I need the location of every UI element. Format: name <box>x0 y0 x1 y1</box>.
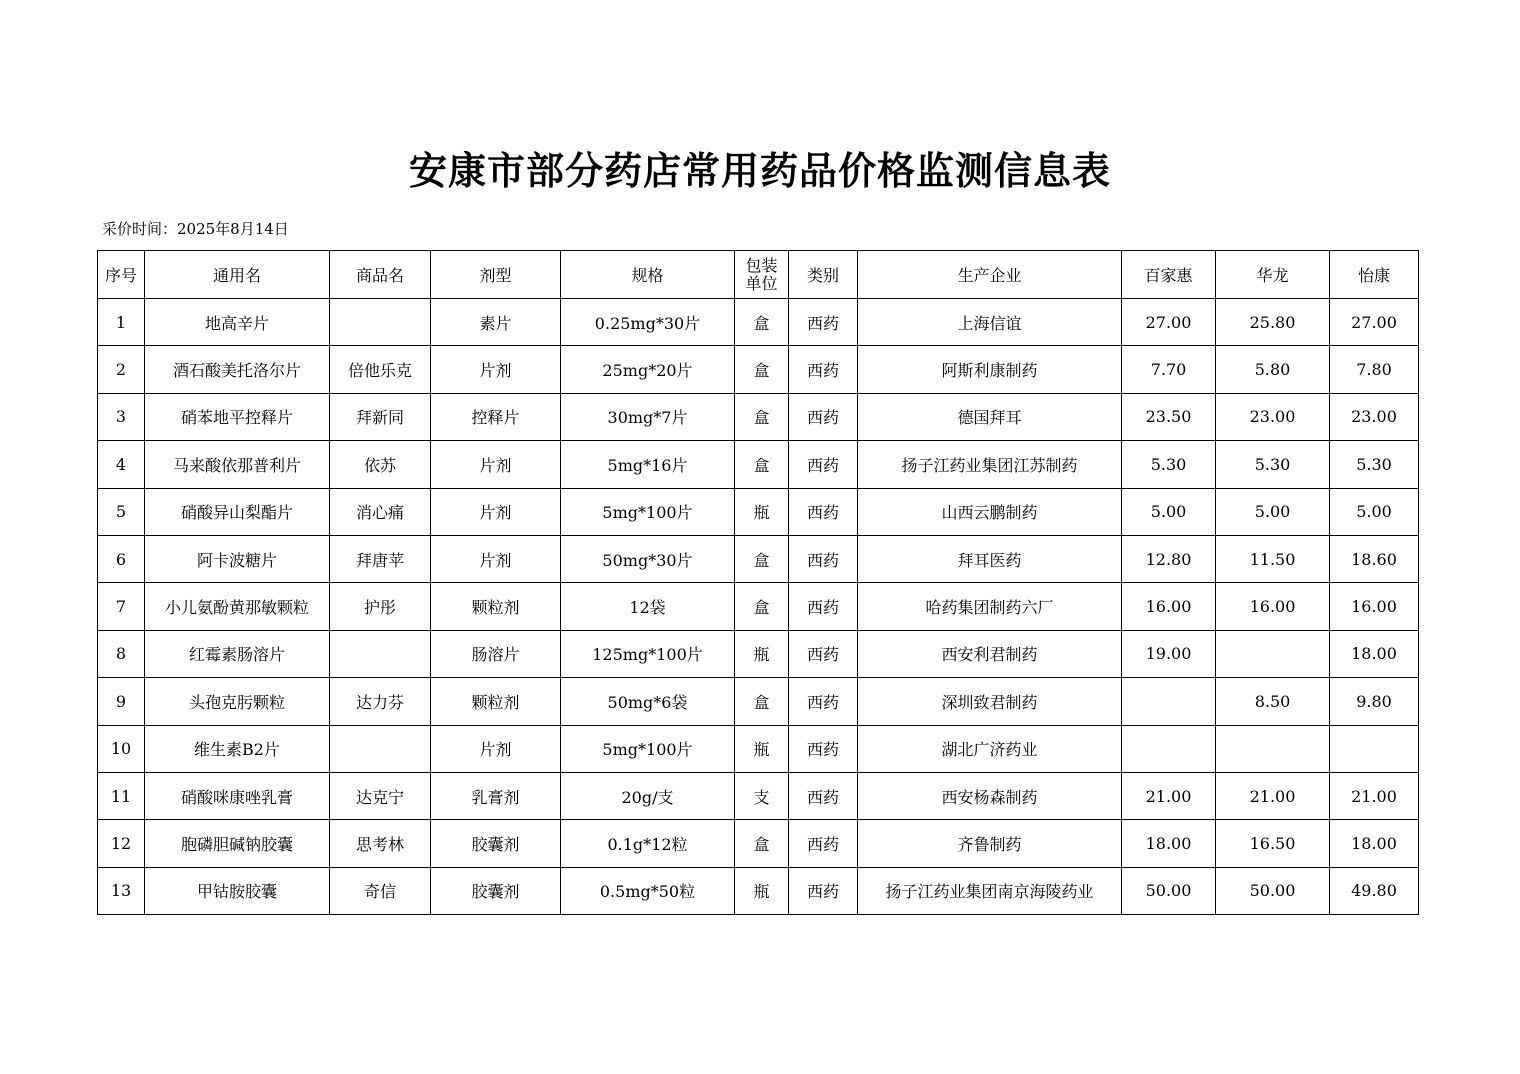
cell-price-yikang: 21.00 <box>1330 772 1419 819</box>
cell-category: 西药 <box>789 820 858 867</box>
cell-price-baijiahui <box>1122 678 1216 725</box>
cell-spec: 5mg*100片 <box>561 725 735 772</box>
header-manufacturer: 生产企业 <box>858 251 1122 299</box>
table-row <box>98 488 1419 535</box>
table-row <box>98 630 1419 677</box>
cell-price-hualong: 5.30 <box>1216 441 1330 488</box>
cell-manufacturer: 哈药集团制药六厂 <box>858 583 1122 630</box>
table-row <box>98 867 1419 914</box>
cell-price-yikang: 18.00 <box>1330 630 1419 677</box>
cell-manufacturer: 山西云鹏制药 <box>858 488 1122 535</box>
header-no: 序号 <box>98 251 145 299</box>
cell-no: 9 <box>98 678 145 725</box>
cell-pack-unit: 盒 <box>735 583 789 630</box>
cell-pack-unit: 盒 <box>735 393 789 440</box>
table-row <box>98 346 1419 393</box>
page-title: 安康市部分药店常用药品价格监测信息表 <box>408 148 1111 193</box>
cell-no: 4 <box>98 441 145 488</box>
table-row <box>98 535 1419 582</box>
cell-generic-name: 红霉素肠溶片 <box>145 630 330 677</box>
cell-manufacturer: 深圳致君制药 <box>858 678 1122 725</box>
cell-dosage-form: 素片 <box>431 299 561 346</box>
header-store-yikang: 怡康 <box>1330 251 1419 299</box>
cell-price-baijiahui: 19.00 <box>1122 630 1216 677</box>
cell-generic-name: 硝酸咪康唑乳膏 <box>145 772 330 819</box>
cell-generic-name: 阿卡波糖片 <box>145 535 330 582</box>
cell-price-hualong: 16.50 <box>1216 820 1330 867</box>
cell-price-yikang: 27.00 <box>1330 299 1419 346</box>
cell-spec: 30mg*7片 <box>561 393 735 440</box>
cell-category: 西药 <box>789 393 858 440</box>
cell-manufacturer: 阿斯利康制药 <box>858 346 1122 393</box>
cell-dosage-form: 片剂 <box>431 441 561 488</box>
cell-generic-name: 甲钴胺胶囊 <box>145 867 330 914</box>
cell-brand-name: 达力芬 <box>330 678 431 725</box>
cell-price-baijiahui: 7.70 <box>1122 346 1216 393</box>
cell-spec: 0.25mg*30片 <box>561 299 735 346</box>
cell-generic-name: 硝苯地平控释片 <box>145 393 330 440</box>
cell-price-baijiahui: 12.80 <box>1122 535 1216 582</box>
cell-category: 西药 <box>789 299 858 346</box>
cell-generic-name: 头孢克肟颗粒 <box>145 678 330 725</box>
cell-price-baijiahui: 5.00 <box>1122 488 1216 535</box>
cell-pack-unit: 盒 <box>735 820 789 867</box>
cell-price-hualong: 25.80 <box>1216 299 1330 346</box>
cell-dosage-form: 胶囊剂 <box>431 867 561 914</box>
cell-generic-name: 胞磷胆碱钠胶囊 <box>145 820 330 867</box>
cell-price-hualong: 5.00 <box>1216 488 1330 535</box>
cell-price-baijiahui <box>1122 725 1216 772</box>
cell-brand-name: 思考林 <box>330 820 431 867</box>
cell-dosage-form: 颗粒剂 <box>431 678 561 725</box>
cell-spec: 0.5mg*50粒 <box>561 867 735 914</box>
cell-price-baijiahui: 27.00 <box>1122 299 1216 346</box>
cell-manufacturer: 西安利君制药 <box>858 630 1122 677</box>
cell-price-hualong: 50.00 <box>1216 867 1330 914</box>
cell-pack-unit: 盒 <box>735 346 789 393</box>
cell-dosage-form: 颗粒剂 <box>431 583 561 630</box>
cell-category: 西药 <box>789 535 858 582</box>
cell-brand-name <box>330 725 431 772</box>
cell-no: 12 <box>98 820 145 867</box>
cell-price-yikang: 7.80 <box>1330 346 1419 393</box>
cell-price-hualong: 16.00 <box>1216 583 1330 630</box>
cell-price-yikang: 16.00 <box>1330 583 1419 630</box>
cell-category: 西药 <box>789 867 858 914</box>
cell-price-hualong: 23.00 <box>1216 393 1330 440</box>
cell-brand-name: 拜新同 <box>330 393 431 440</box>
cell-pack-unit: 瓶 <box>735 725 789 772</box>
cell-dosage-form: 胶囊剂 <box>431 820 561 867</box>
cell-spec: 5mg*16片 <box>561 441 735 488</box>
cell-brand-name <box>330 630 431 677</box>
cell-no: 7 <box>98 583 145 630</box>
cell-dosage-form: 乳膏剂 <box>431 772 561 819</box>
header-category: 类别 <box>789 251 858 299</box>
cell-spec: 20g/支 <box>561 772 735 819</box>
cell-pack-unit: 盒 <box>735 535 789 582</box>
cell-price-baijiahui: 23.50 <box>1122 393 1216 440</box>
cell-price-baijiahui: 16.00 <box>1122 583 1216 630</box>
cell-manufacturer: 德国拜耳 <box>858 393 1122 440</box>
cell-price-yikang: 9.80 <box>1330 678 1419 725</box>
cell-brand-name: 护彤 <box>330 583 431 630</box>
cell-no: 10 <box>98 725 145 772</box>
cell-pack-unit: 瓶 <box>735 488 789 535</box>
header-pack-line2: 单位 <box>745 273 778 293</box>
cell-manufacturer: 上海信谊 <box>858 299 1122 346</box>
cell-generic-name: 酒石酸美托洛尔片 <box>145 346 330 393</box>
cell-manufacturer: 扬子江药业集团江苏制药 <box>858 441 1122 488</box>
cell-pack-unit: 支 <box>735 772 789 819</box>
cell-manufacturer: 湖北广济药业 <box>858 725 1122 772</box>
table-row <box>98 299 1419 346</box>
cell-category: 西药 <box>789 346 858 393</box>
header-row <box>98 251 1419 299</box>
header-dosage-form: 剂型 <box>431 251 561 299</box>
cell-pack-unit: 瓶 <box>735 867 789 914</box>
cell-price-baijiahui: 18.00 <box>1122 820 1216 867</box>
cell-dosage-form: 控释片 <box>431 393 561 440</box>
cell-brand-name: 奇信 <box>330 867 431 914</box>
cell-spec: 125mg*100片 <box>561 630 735 677</box>
cell-brand-name: 倍他乐克 <box>330 346 431 393</box>
cell-spec: 50mg*30片 <box>561 535 735 582</box>
cell-dosage-form: 片剂 <box>431 535 561 582</box>
cell-generic-name: 维生素B2片 <box>145 725 330 772</box>
cell-generic-name: 小儿氨酚黄那敏颗粒 <box>145 583 330 630</box>
cell-brand-name: 拜唐苹 <box>330 535 431 582</box>
cell-spec: 25mg*20片 <box>561 346 735 393</box>
cell-spec: 0.1g*12粒 <box>561 820 735 867</box>
cell-price-yikang: 18.00 <box>1330 820 1419 867</box>
cell-category: 西药 <box>789 678 858 725</box>
cell-pack-unit: 盒 <box>735 678 789 725</box>
table-row <box>98 393 1419 440</box>
cell-dosage-form: 肠溶片 <box>431 630 561 677</box>
cell-price-yikang: 5.00 <box>1330 488 1419 535</box>
cell-category: 西药 <box>789 772 858 819</box>
cell-spec: 5mg*100片 <box>561 488 735 535</box>
header-brand-name: 商品名 <box>330 251 431 299</box>
header-pack-line1: 包装 <box>745 255 778 275</box>
cell-price-yikang <box>1330 725 1419 772</box>
cell-no: 3 <box>98 393 145 440</box>
cell-no: 13 <box>98 867 145 914</box>
cell-price-yikang: 49.80 <box>1330 867 1419 914</box>
table-row <box>98 583 1419 630</box>
cell-no: 8 <box>98 630 145 677</box>
cell-brand-name: 依苏 <box>330 441 431 488</box>
cell-pack-unit: 盒 <box>735 441 789 488</box>
table-row <box>98 820 1419 867</box>
cell-price-hualong <box>1216 725 1330 772</box>
cell-no: 5 <box>98 488 145 535</box>
cell-dosage-form: 片剂 <box>431 725 561 772</box>
cell-price-yikang: 18.60 <box>1330 535 1419 582</box>
cell-generic-name: 硝酸异山梨酯片 <box>145 488 330 535</box>
cell-price-hualong: 5.80 <box>1216 346 1330 393</box>
cell-manufacturer: 西安杨森制药 <box>858 772 1122 819</box>
header-generic-name: 通用名 <box>145 251 330 299</box>
cell-category: 西药 <box>789 630 858 677</box>
cell-dosage-form: 片剂 <box>431 346 561 393</box>
cell-brand-name <box>330 299 431 346</box>
cell-generic-name: 马来酸依那普利片 <box>145 441 330 488</box>
cell-price-baijiahui: 5.30 <box>1122 441 1216 488</box>
table-row <box>98 725 1419 772</box>
cell-no: 2 <box>98 346 145 393</box>
header-spec: 规格 <box>561 251 735 299</box>
table-row <box>98 441 1419 488</box>
cell-brand-name: 消心痛 <box>330 488 431 535</box>
cell-pack-unit: 盒 <box>735 299 789 346</box>
cell-price-yikang: 23.00 <box>1330 393 1419 440</box>
cell-no: 6 <box>98 535 145 582</box>
cell-price-hualong: 21.00 <box>1216 772 1330 819</box>
cell-brand-name: 达克宁 <box>330 772 431 819</box>
cell-category: 西药 <box>789 441 858 488</box>
cell-price-baijiahui: 21.00 <box>1122 772 1216 819</box>
cell-price-yikang: 5.30 <box>1330 441 1419 488</box>
price-table <box>97 250 1419 915</box>
cell-generic-name: 地高辛片 <box>145 299 330 346</box>
header-pack-unit <box>735 251 789 299</box>
cell-pack-unit: 瓶 <box>735 630 789 677</box>
cell-price-hualong: 11.50 <box>1216 535 1330 582</box>
table-row <box>98 772 1419 819</box>
cell-manufacturer: 扬子江药业集团南京海陵药业 <box>858 867 1122 914</box>
cell-no: 1 <box>98 299 145 346</box>
cell-category: 西药 <box>789 488 858 535</box>
cell-price-baijiahui: 50.00 <box>1122 867 1216 914</box>
cell-manufacturer: 齐鲁制药 <box>858 820 1122 867</box>
survey-date: 采价时间：2025年8月14日 <box>102 220 289 238</box>
cell-price-hualong <box>1216 630 1330 677</box>
cell-manufacturer: 拜耳医药 <box>858 535 1122 582</box>
header-store-hualong: 华龙 <box>1216 251 1330 299</box>
header-store-baijiahui: 百家惠 <box>1122 251 1216 299</box>
cell-spec: 50mg*6袋 <box>561 678 735 725</box>
cell-price-hualong: 8.50 <box>1216 678 1330 725</box>
cell-no: 11 <box>98 772 145 819</box>
table-row <box>98 678 1419 725</box>
cell-category: 西药 <box>789 583 858 630</box>
cell-dosage-form: 片剂 <box>431 488 561 535</box>
cell-spec: 12袋 <box>561 583 735 630</box>
cell-category: 西药 <box>789 725 858 772</box>
